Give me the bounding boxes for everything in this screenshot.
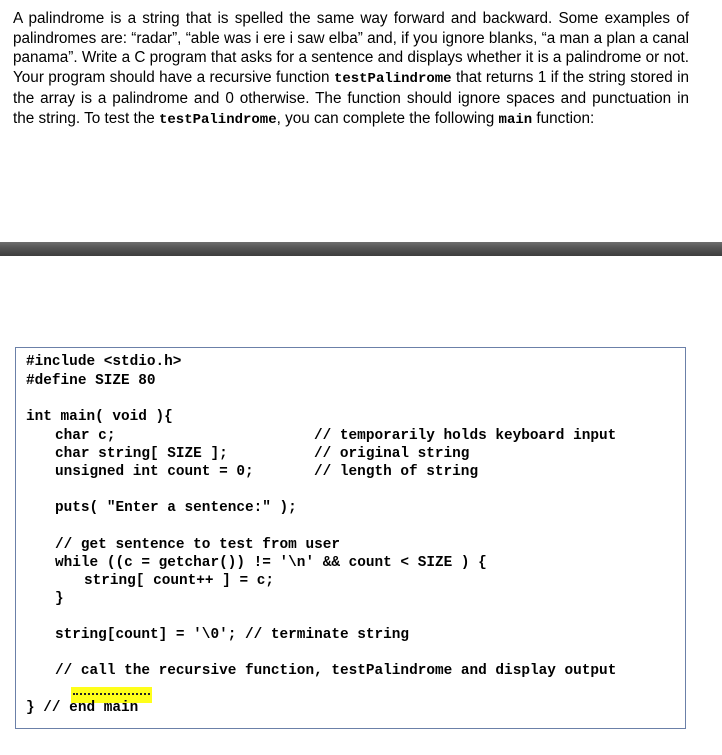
- code-line-puts: puts( "Enter a sentence:" );: [55, 500, 297, 516]
- function-name-testpalindrome: testPalindrome: [333, 70, 452, 87]
- code-line-close-brace: }: [55, 591, 64, 607]
- code-line-define: #define SIZE 80: [26, 373, 156, 389]
- problem-text-part3: , you can complete the following: [276, 109, 499, 127]
- code-line-main-signature: int main( void ){: [26, 409, 173, 425]
- code-line-end-main: } // end main: [26, 700, 139, 716]
- code-block: [15, 347, 686, 729]
- dotted-blank-line: [73, 693, 150, 695]
- code-line-string-assign: string[ count++ ] = c;: [84, 573, 274, 589]
- code-line-while: while ((c = getchar()) != '\n' && count < SIZE ) {: [55, 555, 487, 571]
- code-comment-length: // length of string: [314, 464, 479, 480]
- code-comment-keyboard-input: // temporarily holds keyboard input: [314, 428, 617, 444]
- code-line-char-c: char c;: [55, 428, 116, 444]
- problem-text-part1: A palindrome is a string that is spelled the same way forward and backward. Some examples of palindromes are: “radar”, “able was i ere i saw elba” and, if you ignore blanks, “a man a plan a canal panama”. Write a C program that asks for a sentence and displays whether it is a palindrome or not. Your program should have a recursive function: [13, 10, 689, 86]
- divider-bar: [0, 242, 722, 256]
- problem-text-part2: that returns 1 if the string stored in the array is a palindrome and 0 otherwise. The function should ignore spaces and punctuation in the string. To test the: [13, 68, 689, 127]
- code-comment-call-recursive: // call the recursive function, testPalindrome and display output: [55, 663, 617, 679]
- problem-statement: [13, 9, 689, 130]
- code-comment-get-sentence: // get sentence to test from user: [55, 537, 340, 553]
- code-line-terminate: string[count] = '\0'; // terminate string: [55, 627, 410, 643]
- function-name-main: main: [498, 111, 533, 128]
- code-line-include: #include <stdio.h>: [26, 354, 182, 370]
- code-comment-original-string: // original string: [314, 446, 470, 462]
- code-line-count: unsigned int count = 0;: [55, 464, 254, 480]
- function-name-testpalindrome-2: testPalindrome: [158, 111, 277, 128]
- problem-text-part4: function:: [532, 109, 595, 127]
- code-line-char-string: char string[ SIZE ];: [55, 446, 228, 462]
